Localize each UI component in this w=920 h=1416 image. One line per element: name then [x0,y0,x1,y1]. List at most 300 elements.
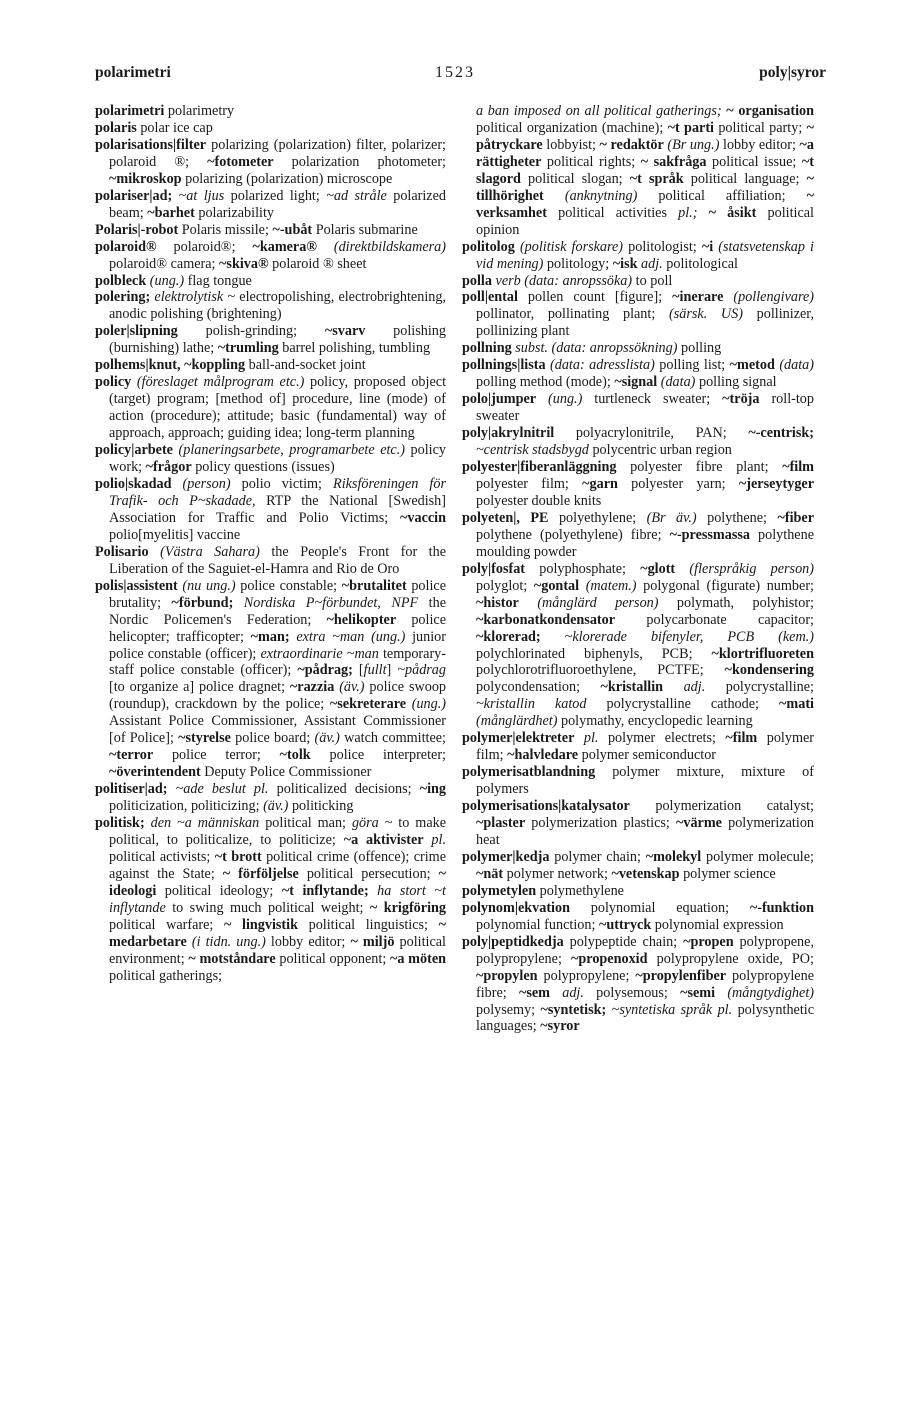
definition-text: ball-and-socket joint [245,357,366,374]
headword: ~ miljö [350,933,395,950]
definition-text: polio victim; [230,475,334,492]
italic-note: extra ~man (ung.) [296,628,406,645]
headword: ~semi [680,984,716,1001]
headword: ~i [701,238,714,255]
definition-text: polarized light; [224,187,327,204]
dictionary-entry [462,510,814,561]
headword: ~signal [614,374,658,391]
definition-text: polymethylene [536,882,624,899]
definition-text: pollinizer, pollinizing plant [476,306,814,340]
definition-text [550,985,562,1001]
definition-text: polythene; [696,509,778,526]
italic-note: den ~a människan [150,815,260,832]
left-column [95,103,446,985]
definition-text: polymerization heat [476,815,815,848]
dictionary-entry [462,849,814,883]
definition-text: polarimetry [164,103,235,119]
headword: polbleck [95,272,147,289]
definition-text: turtleneck sweater; [582,391,723,408]
italic-note: (i tidn. ung.) [191,933,266,950]
italic-note: ~syntetiska språk pl. [611,1001,733,1018]
definition-text: polio[myelitis] vaccine [109,526,241,543]
headword: ~plaster [476,815,526,832]
headword: ~barhet [147,204,195,221]
definition-text [519,595,537,611]
definition-text: polysemous; [583,984,681,1001]
italic-note: (ung.) [411,696,447,713]
headword: ~sekreterare [329,696,407,713]
headword: ~kristallin [600,679,664,696]
headword: ~a aktivister [343,831,424,848]
headword: polyester|fiberanläggning [462,459,617,476]
headword: ~glott [640,560,676,577]
italic-note: adj. [562,984,584,1001]
italic-note: pl.; [678,204,698,221]
dictionary-entry [462,357,814,391]
italic-note: (matem.) [585,577,637,594]
definition-text: to swing much political weight; [165,899,370,916]
definition-text: polysynthetic languages; [476,1001,815,1035]
dictionary-entry [462,934,814,1036]
definition-text: political ideology; [156,882,282,899]
headword: polynom|ekvation [462,899,570,916]
headword: ~ åsikt [708,204,757,221]
headword: ~t inflytande; [281,882,369,899]
definition-text: polythene (polyethylene) fibre; [476,526,670,543]
headword: ~karbonatkondensator [476,611,616,628]
definition-text: ] [386,662,398,679]
definition-text: polyester film; [476,475,583,492]
dictionary-entry [95,103,446,120]
headword: ~ förföljelse [222,865,299,882]
definition-text: policy work; [109,442,446,476]
italic-note: (data: adresslista) [550,357,655,374]
definition-text: polymer electrets; [598,730,726,747]
headword: ~-pressmassa [669,526,750,543]
definition-text: polaroid® camera; [109,255,220,272]
headword: ~tröja [722,391,760,408]
definition-text: polypropylene; [537,967,636,984]
definition-text: polymer film; [476,730,815,764]
italic-note: (ung.) [548,391,583,408]
definition-text [167,781,175,797]
headword: polaris [95,119,137,136]
dictionary-entry [462,730,814,764]
headword: ~isk [612,255,638,272]
italic-note: Nordiska P~förbundet, [243,594,381,611]
definition-text: polymathy, encyclopedic learning [557,713,753,730]
definition-text: political rights; [541,153,641,170]
dictionary-entry [462,273,814,290]
dictionary-entry [462,764,814,798]
headword: ~molekyl [645,848,702,865]
headword: ~metod [729,357,775,374]
dictionary-entry [462,289,814,340]
italic-note: (äv.) [314,730,340,747]
italic-note: (Västra Sahara) [160,543,260,560]
headword: ~tolk [279,747,311,764]
definition-text: to poll [632,272,673,289]
headword: ~nät [476,865,504,882]
italic-note: (ung.) [149,272,185,289]
definition-text: polling list; [654,357,730,374]
italic-note: pl. [431,831,446,848]
definition-text: polyacrylonitrile, PAN; [554,425,749,442]
headword: ~värme [675,815,722,832]
definition-text: polymer mixture, mixture of polymers [476,764,814,798]
definition-text: polychlorinated biphenyls, PCB; [476,645,712,662]
headword: poll|ental [462,289,518,306]
headword: policy [95,374,132,391]
definition-text: political persecution; [298,865,439,882]
headword: polarimetri [95,103,165,119]
headword: ~ sakfråga [640,153,707,170]
headword: pollnings|lista [462,357,546,374]
headword: ~-centrisk; [748,425,814,442]
definition-text: polycarbonate capacitor; [615,611,814,628]
dictionary-entry [95,374,446,442]
definition-text: polyglot; [476,577,534,594]
headword: ~a möten [390,950,447,967]
dictionary-entry [95,239,446,273]
definition-text: polymer semiconductor [578,747,717,764]
definition-text: polarizability [194,204,274,221]
definition-text: polishing (burnishing) lathe; [109,323,446,357]
italic-note: ~ade beslut pl. [175,781,269,798]
headword: ~propen [683,933,734,950]
headword: ~mikroskop [109,170,182,187]
definition-text: Polaris missile; [178,221,273,238]
definition-text: political environment; [109,933,446,967]
headword: ~ verksamhet [476,187,815,221]
dictionary-entry [95,120,446,137]
italic-note: ~centrisk stadsbygd [476,442,589,459]
italic-note: extraordinarie ~man [260,645,379,662]
definition-text: polynomial function; [476,916,599,933]
headword: politiser|ad; [95,781,168,798]
headword: ~-ubåt [272,221,313,238]
headword: ~ ideologi [109,865,446,899]
definition-text: policy questions (issues) [191,459,335,476]
italic-note: (månglärdhet) [476,713,558,730]
headword: ~garn [582,475,618,492]
headword: poly|fosfat [462,560,526,577]
headword: ~syror [540,1018,580,1035]
headword: ~fiber [777,509,814,526]
definition-text: police swoop (roundup), crackdown by the police; [109,679,447,713]
italic-note: (planeringsarbete, programarbete etc.) [178,442,405,459]
italic-note: pl. [583,730,599,747]
definition-text: polaroid®; [156,238,253,255]
definition-text: politological [662,255,738,272]
running-head [95,64,826,86]
headword: polymerisatblandning [462,764,596,781]
italic-note: (pollengivare) [733,289,815,306]
dictionary-entry [95,357,446,374]
definition-text [723,289,733,305]
right-column [462,103,814,1035]
headword: ~överintendent [109,764,201,781]
definition-text: lobby editor; [265,933,351,950]
headword: ~mati [779,696,815,713]
definition-text: polycrystalline; [705,679,814,696]
dictionary-entry [95,188,446,222]
italic-note: (data) [660,374,696,391]
headword: ~t språk [629,170,684,187]
definition-text [715,985,727,1001]
definition-text: police board; [230,730,315,747]
definition-text: politicalized decisions; [268,781,420,798]
headword: ~ing [419,781,447,798]
italic-note: (data) [779,357,815,374]
definition-text [317,239,334,255]
headword: ~ medarbetare [109,916,447,950]
definition-text: the Nordic Policemen's Federation; [109,594,446,628]
headword: Polisario [95,543,149,560]
headword: polyeten|, PE [462,509,549,526]
dictionary-entry [462,340,814,357]
dictionary-entry [462,561,814,731]
definition-text: political activists; [109,848,215,865]
definition-text: polymerization catalyst; [629,798,814,815]
headword: ~vetenskap [611,865,680,882]
definition-text: barrel polishing, tumbling [278,340,431,357]
italic-note: ~ad stråle [326,187,387,204]
definition-text: polish-grinding; [177,323,325,340]
definition-text: police interpreter; [310,747,446,764]
definition-text: political opponent; [275,950,390,967]
italic-note: (flerspråkig person) [689,560,814,577]
headword: ~sem [518,984,550,1001]
headword: poly|peptidkedja [462,933,564,950]
headword: ~t parti [667,119,714,136]
definition-text: polynomial equation; [569,899,750,916]
italic-note: (direktbildskamera) [333,238,446,255]
dictionary-entry [95,815,446,985]
headword: polla [462,272,492,289]
definition-text: political activities [546,204,679,221]
headword: ~trumling [217,340,279,357]
headword: ~gontal [533,577,580,594]
headword: ~t slagord [476,153,815,187]
headword: ~halvledare [507,747,579,764]
italic-note: (Br äv.) [646,509,697,526]
definition-text: political issue; [706,153,802,170]
headword: ~propylenfiber [635,967,727,984]
dictionary-entry [95,137,446,188]
definition-text: politicking [288,798,354,815]
headword: ~-funktion [749,899,814,916]
definition-text: polymer chain; [549,848,646,865]
headword: ~ redaktör [599,136,664,153]
italic-note: (nu ung.) [182,577,236,594]
headword: ~kamera® [252,238,317,255]
italic-note: (mångtydighet) [727,984,814,1001]
italic-note: fullt [363,662,387,679]
headword: ~inerare [672,289,724,306]
definition-text: polycentric urban region [588,442,732,459]
definition-text: political warfare; [109,916,224,933]
definition-text: political party; [714,119,807,136]
dictionary-entry [462,391,814,425]
definition-text: electropolishing, electrobrightening, anodic polishing (brightening) [109,289,446,323]
headword: polymetylen [462,882,537,899]
definition-text: police brutality; [109,577,447,611]
definition-text: political linguistics; [297,916,439,933]
definition-text [574,730,584,746]
headword: politisk; [95,815,145,832]
headword: ~förbund; [171,594,234,611]
headword: polering; [95,289,151,306]
headword: ~film [725,730,758,747]
headword: polariser|ad; [95,187,173,204]
header-last-word: poly|syror [759,64,826,81]
definition-text: polarizing (polarization) microscope [181,170,393,187]
definition-text: polypeptide chain; [563,933,684,950]
definition-text: flag tongue [184,272,252,289]
definition-text: polysemy; [476,1001,541,1018]
page-number: 1523 [435,64,475,81]
italic-note: (månglärd person) [537,594,659,611]
headword: ~ lingvistik [224,916,298,933]
definition-text [149,544,161,560]
dictionary-entry [462,103,814,239]
definition-text: pollinator, pollinating plant; [476,306,669,323]
definition-text: polarization photometer; [273,153,446,170]
dictionary-entry [95,544,446,578]
headword: polarisations|filter [95,136,207,153]
headword: ~a rättigheter [476,136,814,170]
headword: pollning [462,340,512,357]
definition-text: polypropylene fibre; [476,967,814,1001]
headword: ~skiva® [219,255,269,272]
headword: ~t brott [214,848,262,865]
definition-text [544,188,565,204]
headword: Polaris|-robot [95,221,179,238]
headword: poler|slipning [95,323,178,340]
headword: ~styrelse [178,730,231,747]
headword: ~film [782,459,814,476]
definition-text [171,476,182,492]
definition-text [579,578,586,594]
header-first-word: polarimetri [95,64,171,81]
dictionary-entry [462,425,814,459]
dictionary-entry [462,900,814,934]
dictionary-entry [95,323,446,357]
definition-text: police terror; [153,747,280,764]
definition-text: politology; [543,255,613,272]
definition-text: polaroid ® sheet [268,255,367,272]
definition-text: junior police constable (officer); [109,628,446,662]
definition-text: lobby editor; [719,136,800,153]
italic-note: (statsvetenskap i vid mening) [476,238,814,272]
definition-text: watch committee; [339,730,446,747]
definition-text: polar ice cap [136,119,213,136]
definition-text: political affiliation; [637,187,807,204]
definition-text: [to organize a] police dragnet; [109,679,290,696]
definition-text [369,883,378,899]
dictionary-entry [95,222,446,239]
definition-text: politologist; [623,238,702,255]
italic-note: (äv.) [263,798,289,815]
italic-note: subst. (data: anropssökning) [515,340,678,357]
headword: ~helikopter [326,611,397,628]
italic-note: ~klorerade bifenyler, PCB (kem.) [564,628,814,645]
definition-text [233,595,244,611]
headword: polymerisations|katalysator [462,798,630,815]
headword: polymer|elektreter [462,730,575,747]
italic-note: ~kristallin katod [476,696,587,713]
definition-text: polymer network; [503,865,612,882]
headword: ~ organisation [726,103,814,119]
definition-text [536,391,548,407]
definition-text: polyethylene; [548,509,647,526]
definition-text: polling signal [695,374,777,391]
dictionary-entry [95,476,446,544]
headword: ~fotometer [207,153,274,170]
definition-text: polychlorotrifluoroethylene, PCTFE; [476,662,725,679]
headword: ~kondensering [724,662,814,679]
headword: polymer|kedja [462,848,550,865]
headword: ~propenoxid [571,950,648,967]
definition-text: to make political, to politicalize, to politicize; [109,815,447,848]
dictionary-entry [95,781,446,815]
italic-note: a ban imposed on all political gatherings; [476,103,727,119]
headword: ~uttryck [598,916,652,933]
definition-text: polythene moulding powder [476,526,814,560]
definition-text [381,595,392,611]
headword: ~razzia [289,679,335,696]
definition-text: polling [677,340,722,357]
definition-text: political crime (offence); crime against the State; [109,848,446,882]
definition-text: polymath, polyhistor; [658,594,814,611]
dictionary-entry [462,798,814,849]
italic-note: NPF [391,594,419,611]
definition-text: lobbyist; [542,136,600,153]
definition-text: police helicopter; trafficopter; [109,611,446,645]
italic-note: (Br ung.) [667,136,720,153]
definition-text: the People's Front for the Liberation of the Saguiet-el-Hamra and Rio de Oro [109,543,446,577]
headword: ~svarv [324,323,366,340]
definition-text: polypropene, polypropylene; [476,933,814,967]
headword: ~terror [109,747,154,764]
definition-text: polycondensation; [476,679,601,696]
headword: ~pådrag; [297,662,353,679]
definition-text: temporary-staff police constable (officer); [109,645,446,679]
headword: ~brutalitet [341,577,407,594]
definition-text: polarized beam; [109,187,446,221]
definition-text: polarizing (polarization) filter, polarizer; polaroid ®; [109,136,446,170]
italic-note: Riksföreningen för Trafik- och P~skadade, [109,475,446,509]
definition-text: roll-top sweater [476,391,814,425]
headword: ~ krigföring [369,899,446,916]
definition-text: polygonal (figurate) number; [636,577,814,594]
dictionary-entry [462,883,814,900]
headword: ~man; [250,628,290,645]
definition-text [675,561,689,577]
dictionary-entry [95,289,446,323]
definition-text: polyester yarn; [617,475,739,492]
definition-text: [ [352,662,364,679]
headword: polio|skadad [95,475,172,492]
headword: ~klorerad; [476,628,541,645]
definition-text [541,629,565,645]
definition-text: polynomial expression [651,916,784,933]
italic-note: (anknytning) [564,187,638,204]
definition-text: political organization (machine); [476,119,668,136]
headword: poly|akrylnitril [462,425,555,442]
definition-text: polymer molecule; [701,848,814,865]
